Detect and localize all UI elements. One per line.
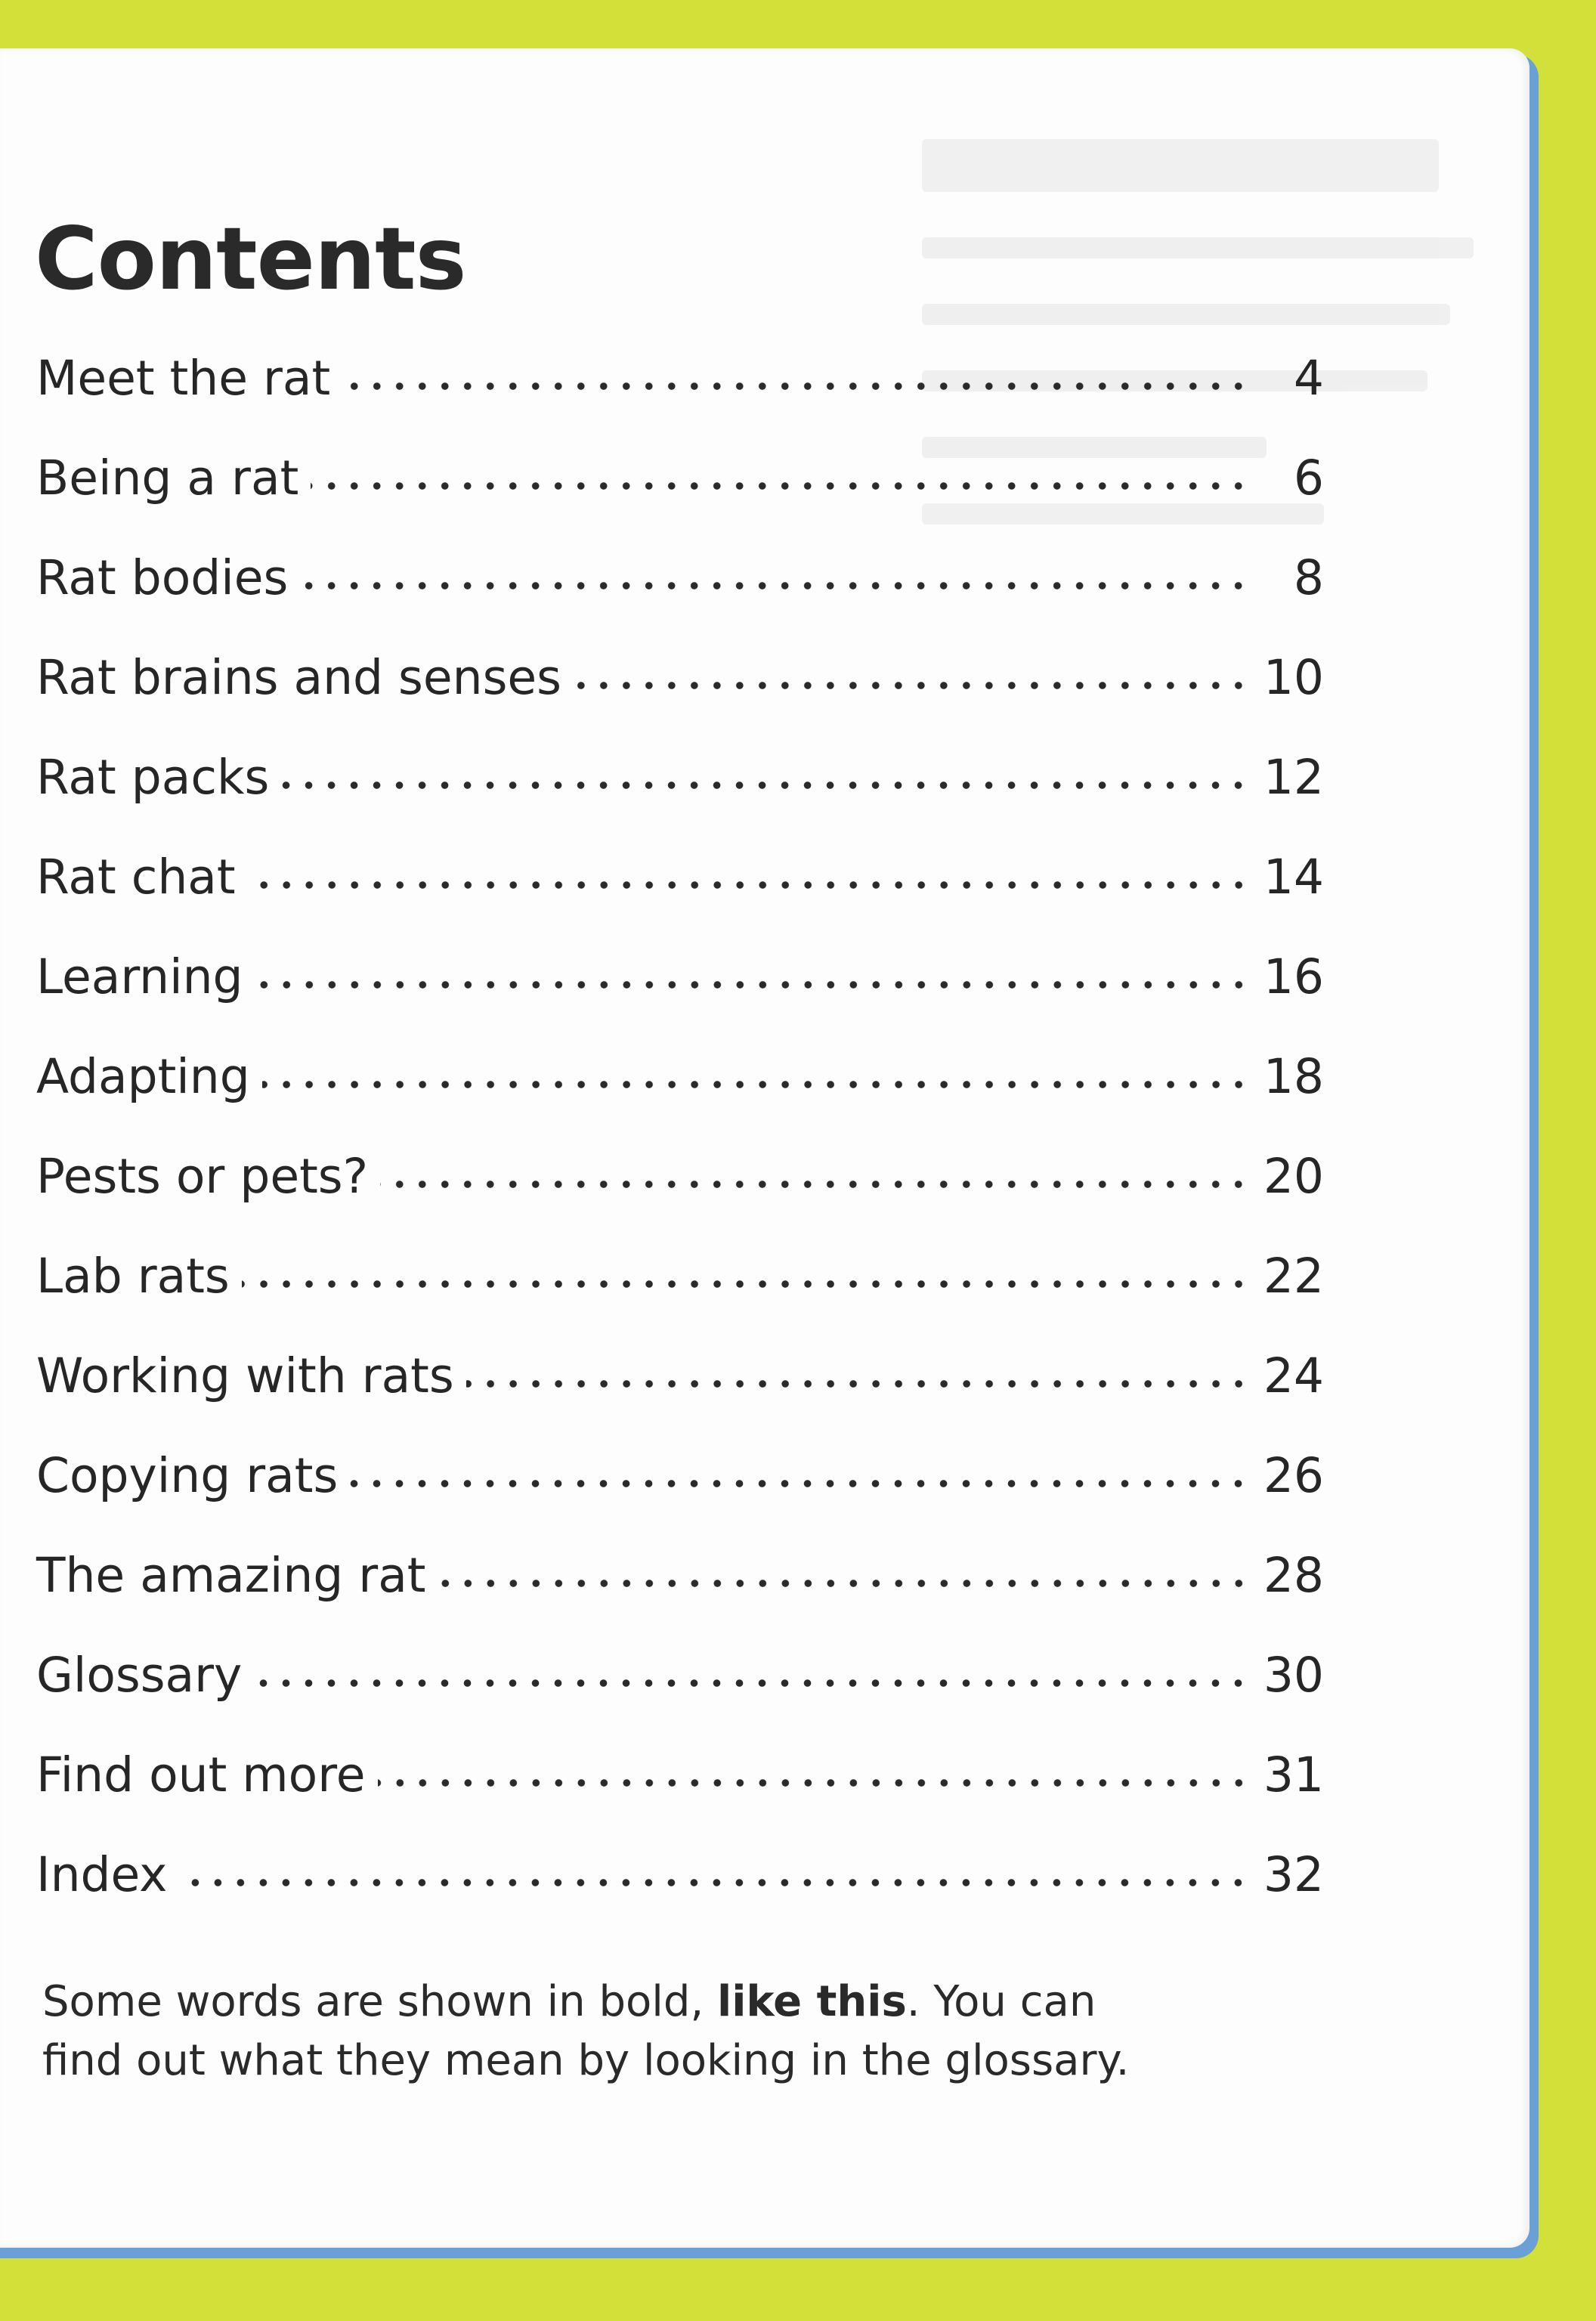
toc-entry-title: Learning [36,949,243,1004]
contents-page [0,48,1530,2248]
dot-leader [574,682,1250,689]
dot-leader [179,1879,1249,1886]
toc-page-number: 22 [1263,1249,1324,1304]
toc-page-number: 28 [1263,1548,1324,1603]
toc-entry [36,750,1324,849]
toc-entry [36,450,1324,550]
toc-entry-title: The amazing rat [36,1548,426,1603]
toc-entry [36,1348,1324,1448]
toc-entry [36,1249,1324,1348]
dot-leader [254,1679,1250,1687]
toc-page-number: 18 [1263,1049,1324,1104]
toc-entry-title: Find out more [36,1747,366,1803]
toc-entry-title: Copying rats [36,1448,339,1503]
toc-entry-title: Rat packs [36,750,270,805]
toc-page-number: 12 [1263,750,1324,805]
dot-leader [281,781,1250,789]
dot-leader [311,482,1250,490]
toc-entry [36,1548,1324,1648]
dot-leader [262,1081,1250,1088]
toc-page-number: 4 [1293,351,1324,406]
toc-entry-title: Glossary [36,1648,243,1703]
page-title: Contents [35,209,466,309]
toc-page-number: 10 [1263,650,1324,705]
toc-entry [36,1049,1324,1149]
glossary-note-text-continued: . You can find out what they mean by looking in the glossary. [42,1977,1130,2085]
dot-leader [300,582,1250,590]
toc-entry [36,1648,1324,1747]
dot-leader [438,1580,1250,1587]
toc-entry-title: Rat brains and senses [36,650,561,705]
toc-entry-title: Meet the rat [36,351,331,406]
toc-entry-title: Rat bodies [36,550,289,605]
toc-page-number: 16 [1263,949,1324,1004]
toc-entry-title: Rat chat [36,849,236,905]
dot-leader [342,382,1250,390]
toc-entry-title: Working with rats [36,1348,454,1403]
dot-leader [248,881,1250,889]
toc-page-number: 31 [1263,1747,1324,1803]
toc-page-number: 6 [1293,450,1324,506]
toc-page-number: 8 [1293,550,1324,605]
dot-leader [255,981,1250,989]
toc-entry-title: Being a rat [36,450,299,506]
toc-entry-title: Adapting [36,1049,250,1104]
bold-example: like this [717,1977,907,2026]
toc-page-number: 30 [1263,1648,1324,1703]
toc-page-number: 24 [1263,1348,1324,1403]
toc-page-number: 26 [1263,1448,1324,1503]
toc-entry [36,1149,1324,1249]
toc-entry-title: Lab rats [36,1249,230,1304]
dot-leader [466,1380,1250,1388]
toc-entry [36,550,1324,650]
toc-entry [36,650,1324,750]
toc-entry-title: Index [36,1847,168,1902]
toc-entry [36,1847,1324,1947]
toc-page-number: 32 [1263,1847,1324,1902]
toc-entry [36,1448,1324,1548]
glossary-note-text: Some words are shown in bold, [42,1977,717,2026]
toc-entry [36,949,1324,1049]
toc-entry-title: Pests or pets? [36,1149,369,1204]
toc-page-number: 14 [1263,849,1324,905]
dot-leader [242,1280,1250,1288]
toc-entry [36,351,1324,450]
toc-entry [36,1747,1324,1847]
dot-leader [378,1779,1250,1787]
glossary-note [42,1973,1176,2090]
dot-leader [350,1480,1250,1487]
table-of-contents [36,351,1324,1947]
toc-page-number: 20 [1263,1149,1324,1204]
toc-entry [36,849,1324,949]
dot-leader [380,1181,1250,1188]
